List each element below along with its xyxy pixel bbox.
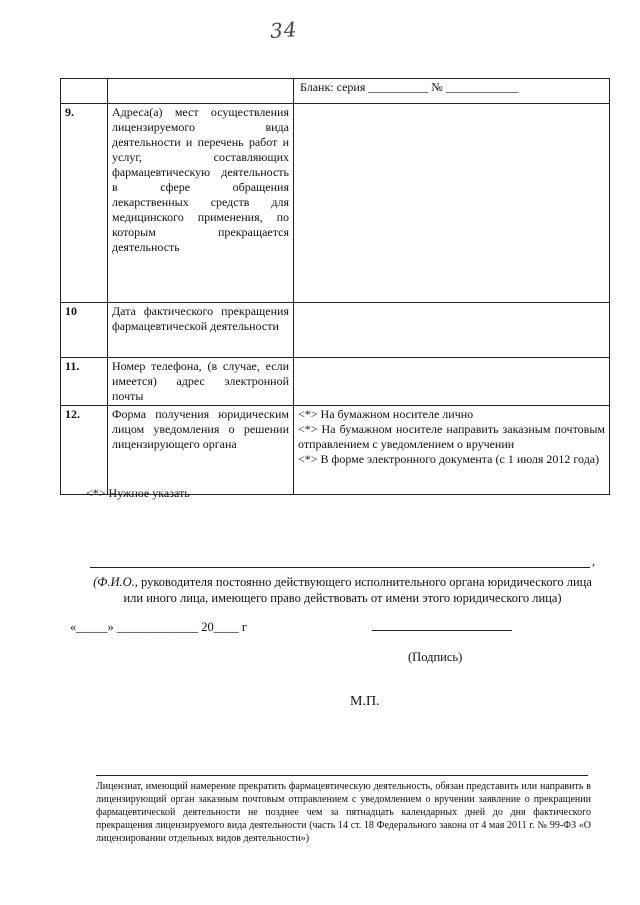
stamp-place: М.П. xyxy=(350,694,380,709)
legal-note: Лицензиат, имеющий намерение прекратить фармацевтическую деятельность, обязан представить или направить в лицензирующий орган заказным почтовым отправлением с уведомлением о вручении заявление о прекращении фармацевтической деятельности не позднее чем за пятнадцать календарных дней до дня фактического прекращения лицензируемого вида деятельности (часть 14 ст. 18 Федерального закона от 4 мая 2011 г. № 99-ФЗ «О лицензировании отдельных видов деятельности») xyxy=(96,781,591,844)
footnote: <*> Нужное указать xyxy=(86,486,190,500)
blank-series-text: Бланк: серия __________ № ____________ xyxy=(300,80,518,94)
row-number: 12. xyxy=(61,406,108,495)
delivery-option-electronic[interactable]: <*> В форме электронного документа (с 1 июля 2012 года) xyxy=(298,452,600,466)
signature-comma: , xyxy=(592,554,595,568)
row-value-field[interactable] xyxy=(294,303,610,358)
signature-label: (Подпись) xyxy=(408,650,463,664)
delivery-option-in-person[interactable]: <*> На бумажном носителе лично xyxy=(298,407,474,421)
name-signature-line[interactable] xyxy=(90,553,590,568)
row-number: 9. xyxy=(61,104,108,303)
date-field[interactable]: «_____» _____________ 20____ г xyxy=(70,620,248,634)
delivery-option-registered-mail[interactable]: <*> На бумажном носителе направить заказным почтовым отправлением с уведомлением о вручении xyxy=(298,422,605,451)
page-number: 34 xyxy=(269,17,299,43)
footnote-divider xyxy=(96,775,588,776)
table-header-row xyxy=(61,79,610,104)
row-number: 10 xyxy=(61,303,108,358)
table-row xyxy=(61,406,610,495)
fio-caption: (Ф.И.О. xyxy=(93,575,135,589)
row-label: Адреса(а) мест осуществления лицензируемого вида деятельности и перечень работ и услуг, составляющих фармацевтическую деятельность в сфере обращения лекарственных средств для медицинского применения, по которым прекращается деятельность xyxy=(108,104,294,303)
delivery-options-cell xyxy=(294,406,610,495)
row-value-field[interactable] xyxy=(294,104,610,303)
name-caption xyxy=(90,574,595,606)
row-number: 11. xyxy=(61,358,108,406)
row-label: Номер телефона, (в случае, если имеется) адрес электронной почты xyxy=(108,358,294,406)
row-label: Форма получения юридическим лицом уведомления о решении лицензирующего органа xyxy=(108,406,294,495)
table-row xyxy=(61,358,610,406)
row-label: Дата фактического прекращения фармацевтической деятельности xyxy=(108,303,294,358)
table-row xyxy=(61,104,610,303)
row-value-field[interactable] xyxy=(294,358,610,406)
header-label-cell xyxy=(108,79,294,104)
fio-caption-rest: , руководителя постоянно действующего исполнительного органа юридического лица или иного лица, имеющего право действовать от имени этого юридического лица) xyxy=(123,575,592,605)
blank-series-cell xyxy=(294,79,610,104)
application-form-table xyxy=(60,78,610,495)
signature-line[interactable] xyxy=(372,616,512,631)
header-num-cell xyxy=(61,79,108,104)
table-row xyxy=(61,303,610,358)
